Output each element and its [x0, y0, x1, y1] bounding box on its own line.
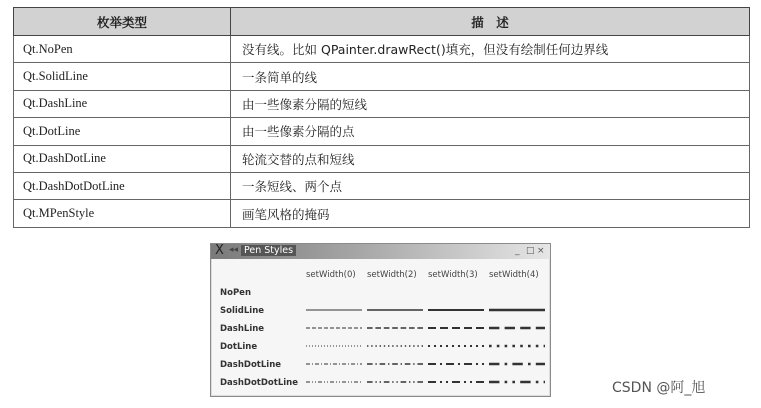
- maximize-icon[interactable]: □: [526, 246, 535, 256]
- enum-name: Qt.NoPen: [14, 36, 231, 63]
- enum-name: Qt.DotLine: [14, 118, 231, 145]
- enum-name: Qt.MPenStyle: [14, 200, 231, 227]
- row-label-nopen: NoPen: [220, 288, 251, 298]
- row-label-dotline: DotLine: [220, 342, 258, 352]
- enum-name: Qt.DashDotLine: [14, 145, 231, 172]
- table-row: [14, 172, 750, 199]
- table-header-row: [14, 8, 750, 36]
- header-description: 描 述: [231, 8, 750, 36]
- enum-name: Qt.SolidLine: [14, 63, 231, 90]
- table-row: [14, 118, 750, 145]
- enum-description: 一条短线、两个点: [231, 172, 750, 199]
- row-label-solidline: SolidLine: [220, 306, 265, 316]
- row-label-dashdotdotline: DashDotDotLine: [220, 378, 298, 388]
- pen-styles-window: [210, 243, 551, 397]
- row-label-dashdotline: DashDotLine: [220, 360, 282, 370]
- enum-name: Qt.DashDotDotLine: [14, 172, 231, 199]
- arrows-icon[interactable]: ◂◂: [229, 245, 239, 255]
- enum-description: 由一些像素分隔的点: [231, 118, 750, 145]
- enum-description: 没有线。比如 QPainter.drawRect()填充，但没有绘制任何边界线: [231, 36, 750, 63]
- row-label-dashline: DashLine: [220, 324, 265, 334]
- pen-samples-canvas: [211, 244, 550, 396]
- enum-description: 画笔风格的掩码: [231, 200, 750, 227]
- watermark: CSDN @阿_旭: [612, 380, 706, 396]
- table-row: [14, 145, 750, 172]
- column-header: setWidth(2): [367, 270, 417, 280]
- column-header: setWidth(0): [306, 270, 356, 280]
- enum-name: Qt.DashLine: [14, 90, 231, 117]
- table-row: [14, 90, 750, 117]
- enum-description: 轮流交替的点和短线: [231, 145, 750, 172]
- close-icon[interactable]: ×: [537, 246, 545, 256]
- x-logo-icon: X: [215, 243, 224, 258]
- table-row: [14, 200, 750, 227]
- pen-style-table: [13, 7, 750, 228]
- column-header: setWidth(4): [489, 270, 539, 280]
- enum-description: 由一些像素分隔的短线: [231, 90, 750, 117]
- column-header: setWidth(3): [428, 270, 478, 280]
- minimize-icon[interactable]: _: [515, 246, 520, 256]
- table-row: [14, 36, 750, 63]
- window-title: Pen Styles: [241, 245, 296, 256]
- table-row: [14, 63, 750, 90]
- enum-description: 一条简单的线: [231, 63, 750, 90]
- header-enum-type: 枚举类型: [14, 8, 231, 36]
